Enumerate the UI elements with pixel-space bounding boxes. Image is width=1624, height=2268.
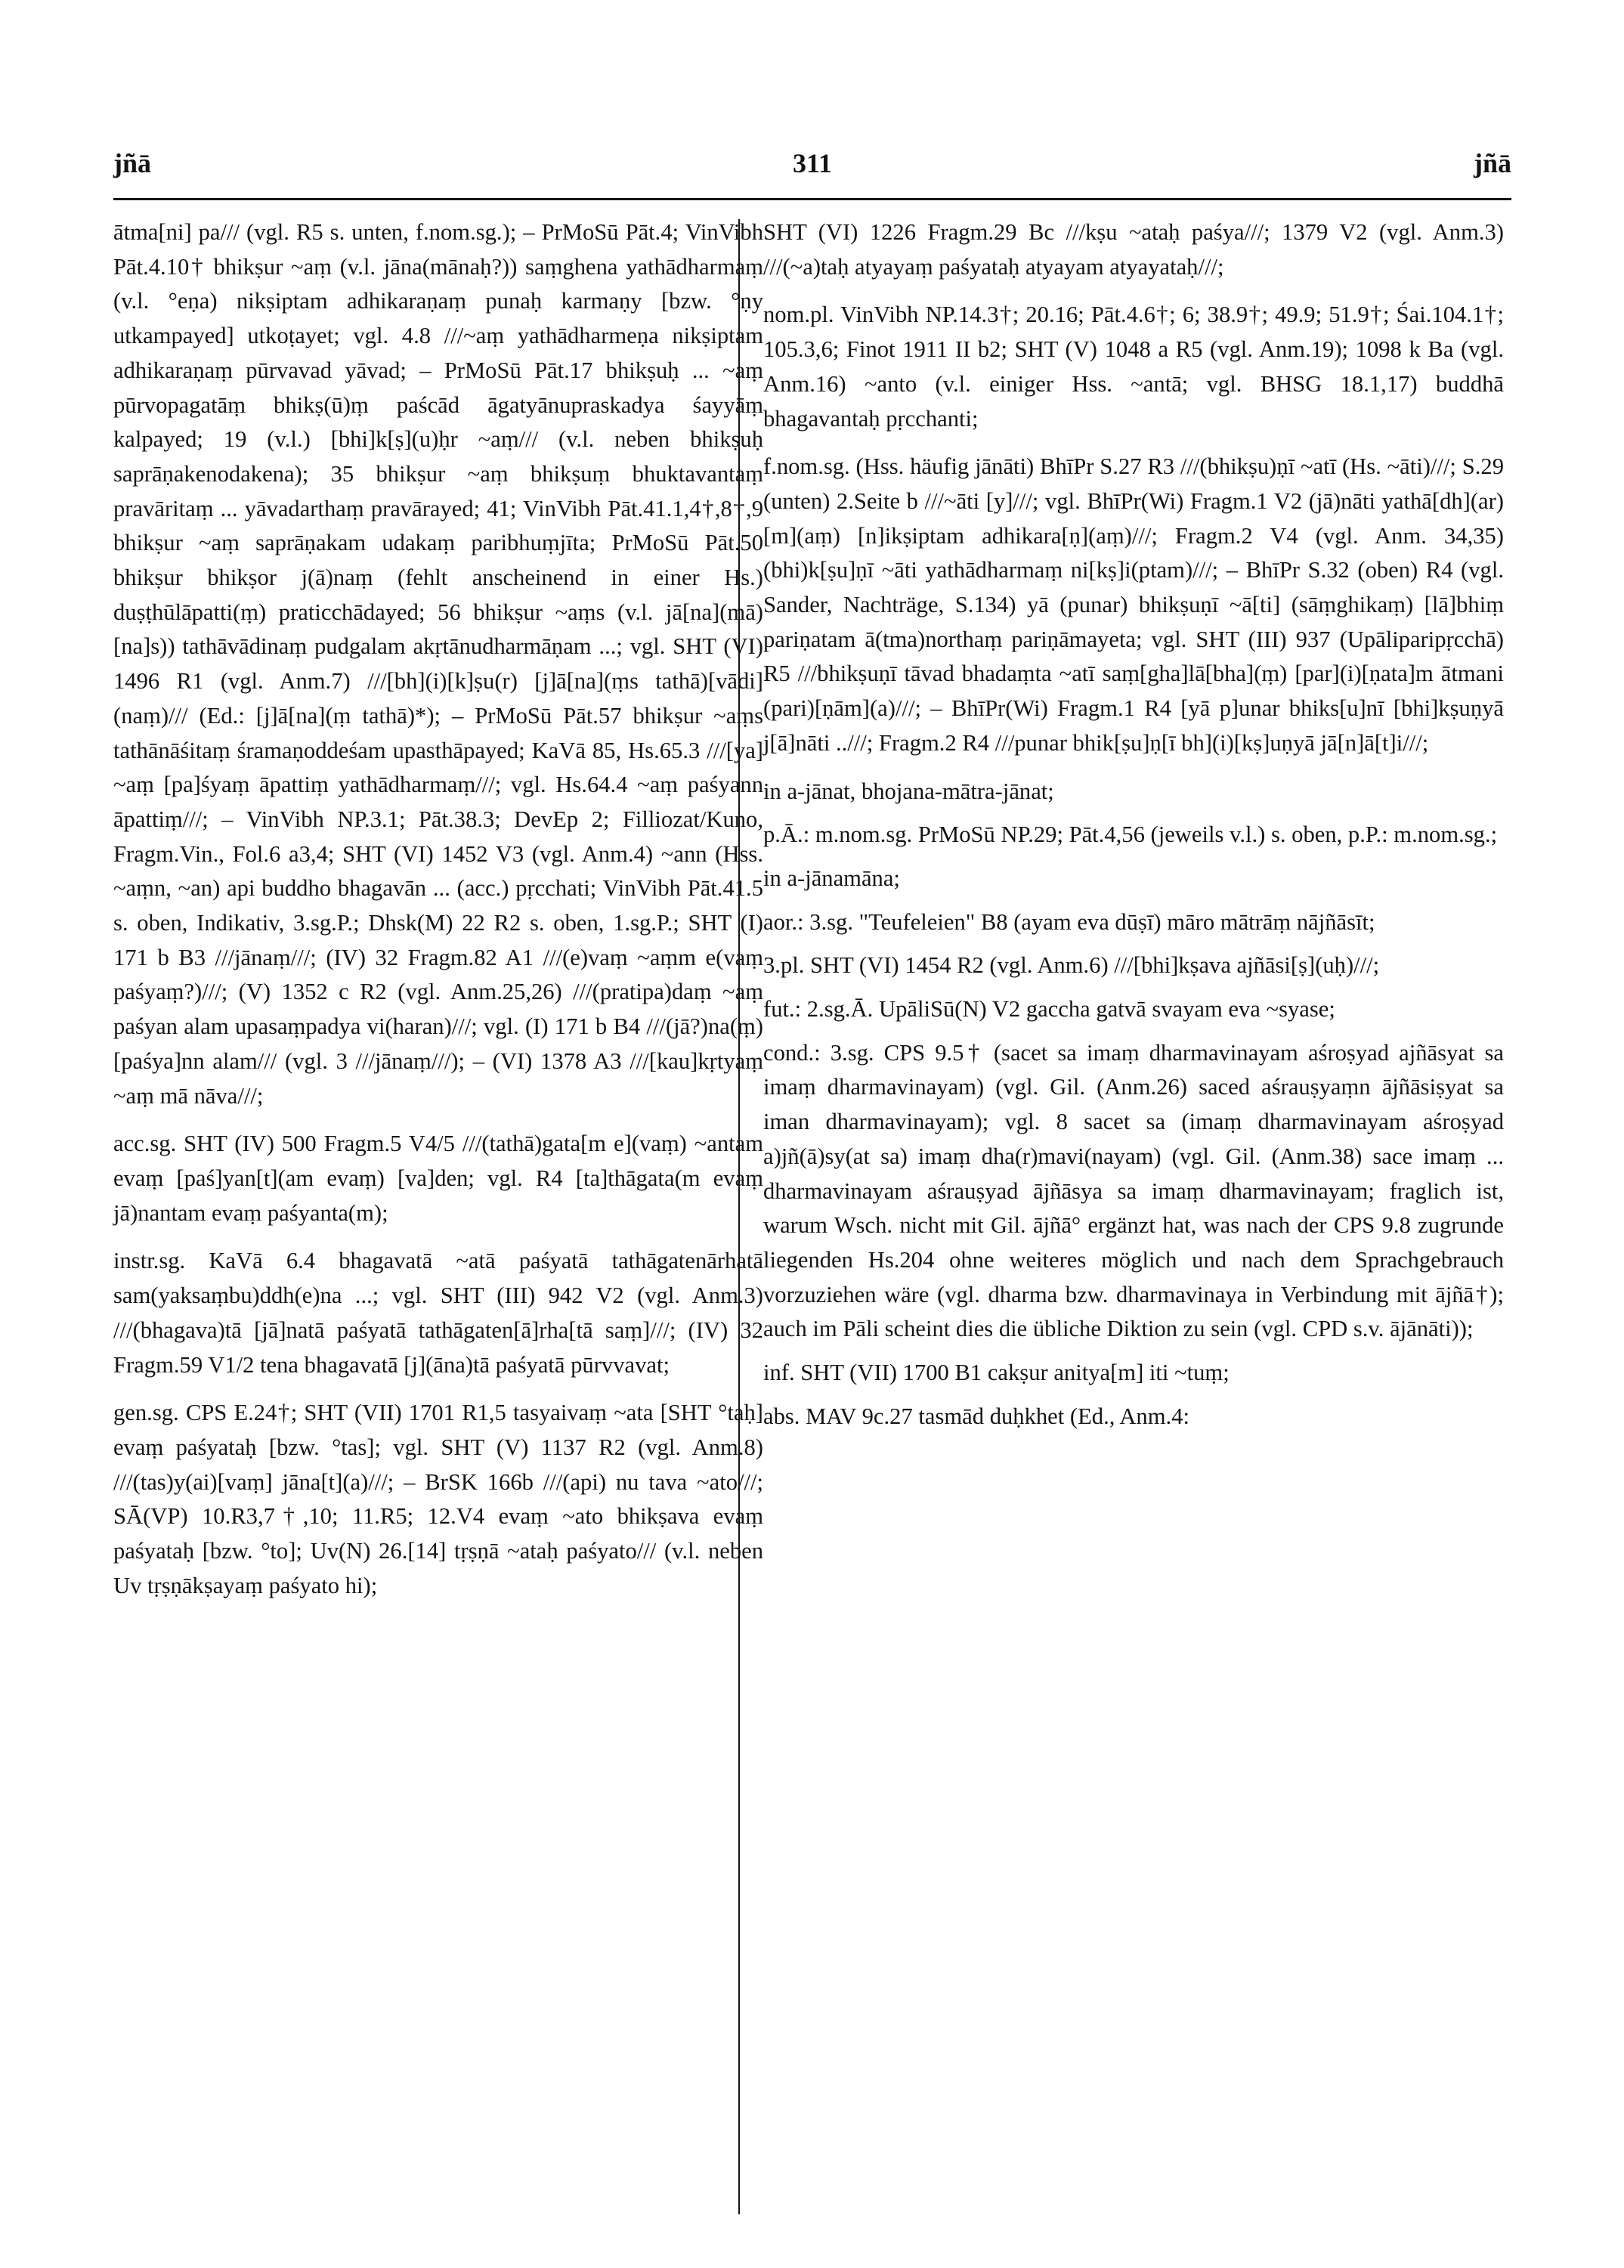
entry-paragraph: ātma[ni] pa/// (vgl. R5 s. unten, f.nom.sg.); – PrMoSū Pāt.4; VinVibh Pāt.4.10† bhikṣur ~aṃ (v.l. jāna(mānaḥ?)) saṃghena yathādharmaṃ (v.l. °eṇa) nikṣiptam adhikaraṇaṃ punaḥ karmaṇy [bzw. °ṇy utkampayed] utkoṭayet; vgl. 4.8 ///~aṃ yathādharmeṇa nikṣiptam adhikaraṇaṃ pūrvavad yāvad; – PrMoSū Pāt.17 bhikṣuḥ ... ~aṃ pūrvopagatāṃ bhikṣ(ū)ṃ paścād āgatyānupraskadya śayyāṃ kalpayed; 19 (v.l.) [bhi]k[ṣ](u)ḥr ~aṃ/// (v.l. neben bhikṣuḥ saprāṇakenodakena); 35 bhikṣur ~aṃ bhikṣuṃ bhuktavantaṃ pravāritaṃ ... yāvadarthaṃ pravārayed; 41; VinVibh Pāt.41.1,4†,8†,9 bhikṣur ~aṃ saprāṇakam udakaṃ paribhuṃjīta; PrMoSū Pāt.50 bhikṣur bhikṣor j(ā)naṃ (fehlt anscheinend in einer Hs.) duṣṭhūlāpatti(ṃ) praticchādayed; 56 bhikṣur ~aṃs (v.l. jā[na](mā)[na]s)) tathāvādinaṃ pudgalam akṛtānudharmāṇam ...; vgl. SHT (VI) 1496 R1 (vgl. Anm.7) ///[bh](i)[k]ṣu(r) [j]ā[na](ṃs tathā)[vādi](naṃ)/// (Ed.: [j]ā[na](ṃ tathā)*); – PrMoSū Pāt.57 bhikṣur ~aṃs tathānāśitaṃ śramaṇoddeśam upasthāpayed; KaVā 85, Hs.65.3 ///[ya] ~aṃ [pa]śyaṃ āpattiṃ yathādharmaṃ///; vgl. Hs.64.4 ~aṃ paśyann āpattiṃ///; – VinVibh NP.3.1; Pāt.38.3; DevEp 2; Filliozat/Kuno, Fragm.Vin., Fol.6 a3,4; SHT (VI) 1452 V3 (vgl. Anm.4) ~ann (Hss. ~aṃn, ~an) api buddho bhagavān ... (acc.) pṛcchati; VinVibh Pāt.41.5 s. oben, Indikativ, 3.sg.P.; Dhsk(M) 22 R2 s. oben, 1.sg.P.; SHT (I) 171 b B3 ///jānaṃ///; (IV) 32 Fragm.82 A1 ///(e)vaṃ ~aṃm e(vaṃ paśyaṃ?)///; (V) 1352 c R2 (vgl. Anm.25,26) ///(pratipa)daṃ ~aṃ paśyan alam upasaṃpadya vi(haran)///; vgl. (I) 171 b B4 ///(jā?)na(ṃ) [paśya]nn alam/// (vgl. 3 ///jānaṃ///); – (VI) 1378 A3 ///[kau]kṛtyaṃ ~aṃ mā nāva///; <box>113 219 763 1109</box>
entry-p-a: p.Ā.: m.nom.sg. PrMoSū NP.29; Pāt.4,56 (jeweils v.l.) s. oben, p.P.: m.nom.sg.; <box>763 821 1498 848</box>
entry-fut: fut.: 2.sg.Ā. UpāliSū(N) V2 gaccha gatvā svayam eva ~syase; <box>763 996 1335 1023</box>
header-left-headword: jñā <box>113 148 152 178</box>
column-divider <box>738 219 740 2214</box>
header-right-headword: jñā <box>1473 148 1511 178</box>
entry-gen-sg: gen.sg. CPS E.24†; SHT (VII) 1701 R1,5 tasyaivaṃ ~ata [SHT °taḥ] evaṃ paśyataḥ [bzw. °tas]; vgl. SHT (V) 1137 R2 (vgl. Anm.8) ///(tas)y(ai)[vaṃ] jāna[t](a)///; – BrSK 166b ///(api) nu tava ~ato///; SĀ(VP) 10.R3,7†,10; 11.R5; 12.V4 evaṃ ~ato bhikṣava evaṃ paśyataḥ [bzw. °to]; Uv(N) 26.[14] tṛṣṇā ~ataḥ paśyato/// (v.l. neben Uv tṛṣṇākṣayaṃ paśyato hi); <box>113 1400 763 1598</box>
entry-inf: inf. SHT (VII) 1700 B1 cakṣur anitya[m] iti ~tuṃ; <box>763 1360 1230 1386</box>
entry-f-nom-sg: f.nom.sg. (Hss. häufig jānāti) BhīPr S.27 R3 ///(bhikṣu)ṇī ~atī (Hs. ~āti)///; S.29 (unten) 2.Seite b ///~āti [y]///; vgl. BhīPr(Wi) Fragm.1 V2 (jā)nāti yathā[dh](ar)[m](aṃ) [n]ikṣiptam adhikara[ṇ](aṃ)///; Fragm.2 V4 (vgl. Anm. 34,35) (bhi)k[ṣu]ṇī ~āti yathādharmaṃ ni[kṣ]i(ptam)///; – BhīPr S.32 (oben) R4 (vgl. Sander, Nachträge, S.134) yā (punar) bhikṣuṇī ~ā[ti] (sāṃghikaṃ) [lā]bhiṃ pariṇatam ā(tma)northaṃ pariṇāmayeta; vgl. SHT (III) 937 (Upāliparipṛcchā) R5 ///bhikṣuṇī tāvad bhadaṃta ~atī saṃ[gha]lā[bha](ṃ) [par](i)[ṇata]m ātmani (pari)[ṇām](a)///; – BhīPr(Wi) Fragm.1 R4 [yā p]unar bhiks[u]nī [bhi]kṣuṇyā j[ā]nāti ..///; Fragm.2 R4 ///punar bhik[ṣu]ṇ[ī bh](i)[kṣ]uṇyā jā[n]ā[t]i///; <box>763 453 1504 756</box>
right-column <box>763 215 1504 1443</box>
entry-aor-3sg: aor.: 3.sg. "Teufeleien" B8 (ayam eva dūṣī) māro mātrāṃ nājñāsīt; <box>763 908 1375 935</box>
entry-cond: cond.: 3.sg. CPS 9.5† (sacet sa imaṃ dharmavinayam aśroṣyad ajñāsyat sa imaṃ dharmavinayam) (vgl. Gil. (Anm.26) saced aśrauṣyaṃn ājñāsiṣyat sa iman dharmavinayam); vgl. 8 sacet sa (imaṃ dharmavinayam aśroṣyad a)jñ(ā)sy(at sa) imaṃ dha(r)mavi(nayam) (vgl. Gil. (Anm.38) sace imaṃ ... dharmavinayam aśrauṣyad ājñāsya sa imaṃ dharmavinayam; fraglich ist, warum Wsch. nicht mit Gil. ājñā° ergänzt hat, was nach der CPS 9.8 zugrunde liegenden Hs.204 ohne weiteres möglich und nach dem Sprachgebrauch vorzuziehen wäre (vgl. dharma bzw. dharmavinaya in Verbindung mit ājñā†); auch im Pāli scheint dies die übliche Diktion zu sein (vgl. CPD s.v. ājānāti)); <box>763 1039 1504 1342</box>
page-number: 311 <box>792 148 832 178</box>
entry-acc-sg: acc.sg. SHT (IV) 500 Fragm.5 V4/5 ///(tathā)gata[m e](vaṃ) ~antam evaṃ [paś]yan[t](am evaṃ) [va]den; vgl. R4 [ta]thāgata(m evaṃ jā)nantam evaṃ paśyanta(m); <box>113 1131 763 1226</box>
entry-aor-3pl: 3.pl. SHT (VI) 1454 R2 (vgl. Anm.6) ///[bhi]kṣava ajñāsi[ṣ](uḥ)///; <box>763 952 1380 979</box>
entry-continuation: SHT (VI) 1226 Fragm.29 Bc ///kṣu ~ataḥ paśya///; 1379 V2 (vgl. Anm.3) ///(~a)taḥ atyayaṃ paśyataḥ atyayam atyayataḥ///; <box>763 219 1504 280</box>
left-column <box>113 215 763 1617</box>
running-header <box>113 147 1511 185</box>
entry-compounds-janat: in a-jānat, bhojana-mātra-jānat; <box>763 778 1054 804</box>
header-rule <box>113 198 1511 200</box>
entry-abs: abs. MAV 9c.27 tasmād duḥkhet (Ed., Anm.4: <box>763 1403 1189 1429</box>
entry-nom-pl: nom.pl. VinVibh NP.14.3†; 20.16; Pāt.4.6†; 6; 38.9†; 49.9; 51.9†; Śai.104.1†; 105.3,6; Finot 1911 II b2; SHT (V) 1048 a R5 (vgl. Anm.19); 1098 k Ba (vgl. Anm.16) ~anto (v.l. einiger Hss. ~antā; vgl. BHSG 18.1,17) buddhā bhagavantaḥ pṛcchanti; <box>763 302 1504 432</box>
entry-compounds-janamana: in a-jānamāna; <box>763 865 900 891</box>
entry-instr-sg: instr.sg. KaVā 6.4 bhagavatā ~atā paśyatā tathāgatenārhatā sam(yaksaṃbu)ddh(e)na ...; vgl. SHT (III) 942 V2 (vgl. Anm.3) ///(bhagava)tā [jā]natā paśyatā tathāgaten[ā]rha[tā saṃ]///; (IV) 32 Fragm.59 V1/2 tena bhagavatā [j](āna)tā paśyatā pūrvvavat; <box>113 1248 763 1378</box>
